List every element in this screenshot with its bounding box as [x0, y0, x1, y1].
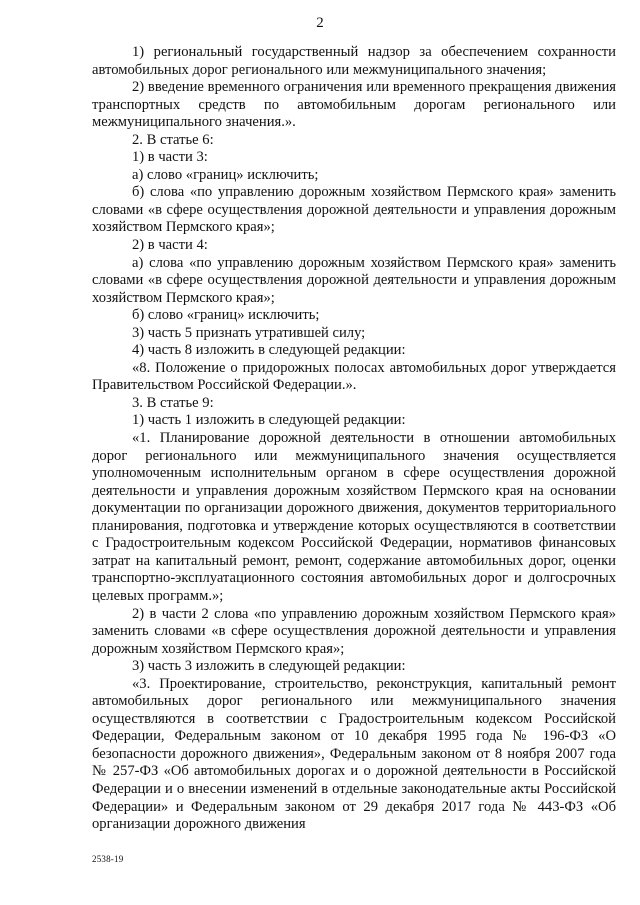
paragraph: а) слово «границ» исключить;	[132, 166, 319, 183]
paragraph: «1. Планирование дорожной деятельности в отношении автомобильных дорог регионального или межмуниципального значения осуществляется уполномоченным исполнительным органом в сфере осуществления дорожной деятельности и управления дорожным хозяйством Пермского края на основании документации по организации дорожного движения, документов территориального планирования, подготовка и утверждение которых осуществляются в соответствии с Градостроительным кодексом Российской Федерации, нормативов финансовых затрат на капитальный ремонт, ремонт, содержание автомобильных дорог, оценки транспортно-эксплуатационного состояния автомобильных дорог и долгосрочных целевых программ.»;	[92, 430, 616, 604]
document-body	[92, 44, 616, 834]
paragraph: 4) часть 8 изложить в следующей редакции:	[132, 342, 406, 359]
paragraph: 2) в части 4:	[132, 237, 208, 254]
paragraph: 3) часть 3 изложить в следующей редакции:	[132, 658, 406, 675]
paragraph: а) слова «по управлению дорожным хозяйством Пермского края» заменить словами «в сфере осуществления дорожной деятельности и управления дорожным хозяйством Пермского края»;	[92, 254, 616, 306]
paragraph: 1) часть 1 изложить в следующей редакции:	[132, 412, 406, 429]
paragraph: 2) введение временного ограничения или временного прекращения движения транспортных средств по автомобильным дорогам регионального или межмуниципального значения.».	[92, 79, 616, 131]
paragraph: «8. Положение о придорожных полосах автомобильных дорог утверждается Правительством Российской Федерации.».	[92, 359, 616, 394]
paragraph: 3) часть 5 признать утратившей силу;	[132, 324, 366, 341]
page-number: 2	[316, 15, 324, 31]
paragraph: 3. В статье 9:	[132, 394, 214, 411]
paragraph: 1) региональный государственный надзор за обеспечением сохранности автомобильных дорог регионального или межмуниципального значения;	[92, 44, 616, 78]
paragraph: б) слова «по управлению дорожным хозяйством Пермского края» заменить словами «в сфере осуществления дорожной деятельности и управления дорожным хозяйством Пермского края»;	[92, 184, 616, 236]
paragraph: 2) в части 2 слова «по управлению дорожным хозяйством Пермского края» заменить словами «в сфере осуществления дорожной деятельности и управления дорожным хозяйством Пермского края»;	[92, 605, 616, 657]
paragraph: б) слово «границ» исключить;	[132, 307, 320, 324]
paragraph: «3. Проектирование, строительство, реконструкция, капитальный ремонт автомобильных дорог регионального или межмуниципального значения осуществляются в соответствии с Градостроительным кодексом Российской Федерации, Федеральным законом от 10 декабря 1995 года № 196-ФЗ «О безопасности дорожного движения», Федеральным законом от 8 ноября 2007 года № 257-ФЗ «Об автомобильных дорогах и о дорожной деятельности в Российской Федерации и о внесении изменений в отдельные законодательные акты Российской Федерации» и Федеральным законом от 29 декабря 2017 года № 443-ФЗ «Об организации дорожного движения	[92, 675, 616, 833]
paragraph: 2. В статье 6:	[132, 131, 214, 148]
paragraph: 1) в части 3:	[132, 149, 208, 166]
document-code: 2538-19	[92, 854, 124, 864]
